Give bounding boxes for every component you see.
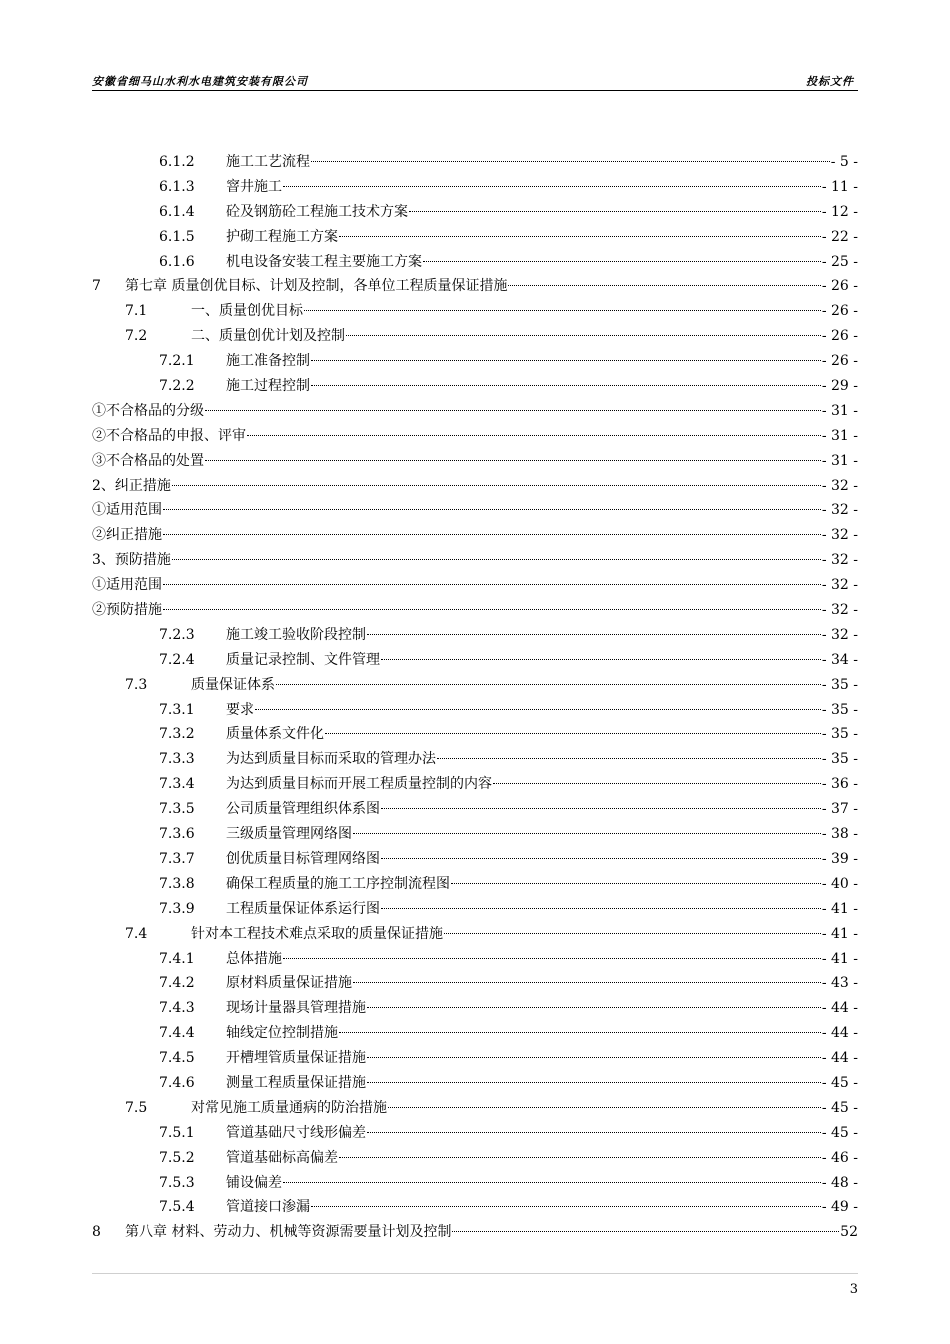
toc-dot-leader: [304, 310, 821, 311]
toc-entry[interactable]: [92, 449, 858, 474]
toc-entry-page: - 32 -: [821, 527, 858, 544]
toc-entry-title: 质量体系文件化: [226, 726, 324, 743]
toc-dot-leader: [311, 385, 821, 386]
toc-entry-title: 为达到质量目标而开展工程质量控制的内容: [226, 776, 492, 793]
toc-entry-page: - 44 -: [821, 1050, 858, 1067]
toc-entry-title: 施工竣工验收阶段控制: [226, 626, 366, 643]
toc-entry-number: 7.5: [125, 1099, 148, 1116]
toc-dot-leader: [444, 933, 821, 934]
toc-entry-title: 机电设备安装工程主要施工方案: [226, 253, 422, 270]
toc-dot-leader: [346, 335, 821, 336]
toc-entry-page: - 26 -: [821, 303, 858, 320]
toc-entry-page: - 35 -: [821, 726, 858, 743]
toc-dot-leader: [283, 1182, 821, 1183]
toc-entry-title: 确保工程质量的施工工序控制流程图: [226, 875, 450, 892]
toc-dot-leader: [381, 659, 821, 660]
toc-entry-number: 7.4.3: [159, 1000, 195, 1017]
toc-entry-title: 2、纠正措施: [92, 477, 171, 494]
toc-entry[interactable]: [92, 225, 858, 250]
toc-entry-number: 6.1.2: [159, 154, 195, 170]
toc-entry[interactable]: [92, 797, 858, 822]
toc-entry-number: 7.2.3: [159, 626, 195, 643]
toc-entry-number: 7.3.2: [159, 726, 195, 743]
toc-entry[interactable]: [92, 1195, 858, 1220]
toc-dot-leader: [437, 758, 821, 759]
toc-entry[interactable]: [92, 349, 858, 374]
toc-entry-number: 7.4.6: [159, 1074, 195, 1091]
toc-entry[interactable]: [92, 847, 858, 872]
toc-entry-title: ②纠正措施: [92, 527, 162, 544]
toc-dot-leader: [339, 1032, 821, 1033]
toc-entry-title: 二、质量创优计划及控制: [191, 328, 345, 345]
toc-entry[interactable]: [92, 1046, 858, 1071]
toc-entry-number: 7.1: [125, 303, 148, 320]
toc-entry-title: 为达到质量目标而采取的管理办法: [226, 751, 436, 768]
toc-entry-page: - 26 -: [821, 353, 858, 370]
toc-entry-number: 6.1.4: [159, 203, 195, 220]
toc-entry-number: 7.3.6: [159, 826, 195, 843]
toc-entry-number: 7.4.5: [159, 1050, 195, 1067]
footer-divider: [92, 1273, 858, 1274]
toc-entry-page: - 12 -: [821, 203, 858, 220]
toc-entry[interactable]: [92, 1071, 858, 1096]
toc-entry-title: 针对本工程技术难点采取的质量保证措施: [191, 925, 443, 942]
toc-entry-page: - 32 -: [821, 477, 858, 494]
toc-entry[interactable]: [92, 324, 858, 349]
toc-dot-leader: [255, 709, 821, 710]
toc-entry-title: 开槽埋管质量保证措施: [226, 1050, 366, 1067]
toc-entry[interactable]: [92, 971, 858, 996]
toc-entry-page: - 36 -: [821, 776, 858, 793]
toc-entry-title: 轴线定位控制措施: [226, 1025, 338, 1042]
toc-entry-number: 7.4.2: [159, 975, 195, 992]
toc-entry-number: 7.4.1: [159, 950, 195, 967]
page-header: [92, 72, 858, 91]
toc-dot-leader: [381, 858, 821, 859]
toc-entry[interactable]: [92, 872, 858, 897]
toc-entry[interactable]: [92, 922, 858, 947]
toc-entry-page: - 11 -: [821, 178, 858, 195]
toc-entry[interactable]: [92, 424, 858, 449]
toc-entry-number: 7.3.8: [159, 875, 195, 892]
toc-dot-leader: [451, 883, 821, 884]
toc-entry-title: ①适用范围: [92, 502, 162, 519]
toc-entry[interactable]: [92, 274, 858, 299]
toc-entry-page: - 41 -: [821, 900, 858, 917]
toc-dot-leader: [339, 1157, 821, 1158]
toc-dot-leader: [508, 285, 820, 286]
toc-dot-leader: [247, 435, 821, 436]
toc-entry-page: - 37 -: [821, 801, 858, 818]
toc-entry-number: 7.3: [125, 676, 148, 693]
toc-entry-number: 7.2: [125, 328, 148, 345]
toc-entry-title: 总体措施: [226, 950, 282, 967]
toc-entry-page: 52: [840, 1224, 858, 1241]
toc-entry-title: 砼及钢筋砼工程施工技术方案: [226, 203, 408, 220]
toc-dot-leader: [163, 584, 821, 585]
toc-dot-leader: [163, 509, 821, 510]
toc-entry-title: 施工准备控制: [226, 353, 310, 370]
toc-entry[interactable]: [92, 1171, 858, 1196]
toc-entry-number: 7.2.4: [159, 651, 195, 668]
toc-entry[interactable]: [92, 175, 858, 200]
toc-entry-page: - 35 -: [821, 701, 858, 718]
toc-entry-page: - 41 -: [821, 950, 858, 967]
toc-dot-leader: [205, 410, 821, 411]
toc-entry-page: - 49 -: [821, 1199, 858, 1216]
toc-dot-leader: [423, 261, 821, 262]
toc-entry-page: - 26 -: [821, 278, 858, 295]
toc-entry-number: 7.4: [125, 925, 148, 942]
toc-entry-title: 工程质量保证体系运行图: [226, 900, 380, 917]
toc-dot-leader: [163, 609, 821, 610]
toc-entry-page: - 41 -: [821, 925, 858, 942]
toc-entry-page: - 26 -: [821, 328, 858, 345]
toc-dot-leader: [163, 534, 821, 535]
company-name: 安徽省细马山水利水电建筑安装有限公司: [92, 75, 308, 88]
toc-entry[interactable]: [92, 474, 858, 499]
toc-entry-number: 6.1.5: [159, 228, 195, 245]
toc-entry-page: - 5 -: [830, 154, 858, 170]
toc-entry[interactable]: [92, 1121, 858, 1146]
toc-entry[interactable]: [92, 722, 858, 747]
toc-entry-title: 施工过程控制: [226, 378, 310, 395]
toc-entry[interactable]: [92, 897, 858, 922]
toc-entry-title: 窨井施工: [226, 178, 282, 195]
toc-dot-leader: [367, 1057, 821, 1058]
toc-entry[interactable]: [92, 673, 858, 698]
toc-entry-number: 7.3.3: [159, 751, 195, 768]
toc-entry-title: 创优质量目标管理网络图: [226, 850, 380, 867]
toc-entry[interactable]: [92, 822, 858, 847]
toc-entry-number: 7.5.3: [159, 1174, 195, 1191]
toc-entry-number: 7.5.4: [159, 1199, 195, 1216]
toc-entry-title: 管道接口渗漏: [226, 1199, 310, 1216]
toc-entry-title: 原材料质量保证措施: [226, 975, 352, 992]
toc-entry-page: - 35 -: [821, 751, 858, 768]
toc-entry[interactable]: [92, 374, 858, 399]
toc-entry-number: 7.2.2: [159, 378, 195, 395]
toc-entry[interactable]: [92, 1146, 858, 1171]
toc-entry-title: 质量保证体系: [191, 676, 275, 693]
toc-entry-number: 7.2.1: [159, 353, 195, 370]
toc-entry[interactable]: [92, 698, 858, 723]
toc-entry[interactable]: [92, 648, 858, 673]
toc-entry[interactable]: [92, 996, 858, 1021]
toc-entry-title: 护砌工程施工方案: [226, 228, 338, 245]
toc-dot-leader: [367, 1132, 821, 1133]
toc-entry-title: 铺设偏差: [226, 1174, 282, 1191]
toc-entry[interactable]: [92, 523, 858, 548]
toc-dot-leader: [493, 783, 821, 784]
toc-dot-leader: [367, 1007, 821, 1008]
toc-entry-number: 7.3.1: [159, 701, 195, 718]
toc-entry-page: - 32 -: [821, 626, 858, 643]
table-of-contents: [92, 150, 858, 1245]
toc-entry-title: 质量记录控制、文件管理: [226, 651, 380, 668]
toc-entry-number: 7.5.2: [159, 1149, 195, 1166]
toc-entry-number: 7.4.4: [159, 1025, 195, 1042]
toc-entry-page: - 31 -: [821, 452, 858, 469]
toc-dot-leader: [353, 833, 821, 834]
toc-entry-page: - 32 -: [821, 502, 858, 519]
toc-dot-leader: [276, 684, 821, 685]
toc-entry-page: - 35 -: [821, 676, 858, 693]
toc-entry[interactable]: [92, 1021, 858, 1046]
toc-entry-page: - 38 -: [821, 826, 858, 843]
toc-entry[interactable]: [92, 623, 858, 648]
toc-entry[interactable]: [92, 299, 858, 324]
toc-entry-title: 管道基础标高偏差: [226, 1149, 338, 1166]
toc-dot-leader: [353, 982, 821, 983]
toc-entry-page: - 43 -: [821, 975, 858, 992]
toc-entry-title: 第八章 材料、劳动力、机械等资源需要量计划及控制: [125, 1224, 452, 1241]
toc-entry[interactable]: [92, 200, 858, 225]
toc-entry-page: - 22 -: [821, 228, 858, 245]
toc-entry-title: 公司质量管理组织体系图: [226, 801, 380, 818]
toc-entry-title: 现场计量器具管理措施: [226, 1000, 366, 1017]
toc-entry-page: - 32 -: [821, 577, 858, 594]
toc-dot-leader: [339, 236, 821, 237]
toc-entry-page: - 48 -: [821, 1174, 858, 1191]
toc-entry-page: - 40 -: [821, 875, 858, 892]
toc-entry-page: - 45 -: [821, 1124, 858, 1141]
toc-entry-title: ②不合格品的申报、评审: [92, 427, 246, 444]
toc-entry[interactable]: [92, 150, 858, 175]
toc-entry[interactable]: [92, 399, 858, 424]
toc-entry-title: ③不合格品的处置: [92, 452, 204, 469]
toc-entry-page: - 39 -: [821, 850, 858, 867]
toc-entry-page: - 45 -: [821, 1099, 858, 1116]
toc-entry-page: - 44 -: [821, 1025, 858, 1042]
toc-dot-leader: [409, 211, 821, 212]
toc-entry-title: 要求: [226, 701, 254, 718]
toc-dot-leader: [367, 634, 821, 635]
toc-entry-number: 6.1.3: [159, 178, 195, 195]
toc-dot-leader: [311, 161, 830, 162]
toc-entry[interactable]: [92, 772, 858, 797]
toc-entry-number: 7.3.5: [159, 801, 195, 818]
toc-dot-leader: [311, 1206, 821, 1207]
toc-entry-title: 对常见施工质量通病的防治措施: [191, 1099, 387, 1116]
toc-entry-title: 一、质量创优目标: [191, 303, 303, 320]
toc-entry-page: - 25 -: [821, 253, 858, 270]
toc-entry-number: 7.3.4: [159, 776, 195, 793]
toc-dot-leader: [452, 1231, 839, 1232]
toc-entry-number: 8: [92, 1224, 101, 1241]
toc-dot-leader: [172, 485, 821, 486]
toc-entry-title: 施工工艺流程: [226, 154, 310, 170]
toc-dot-leader: [367, 1082, 821, 1083]
toc-entry[interactable]: [92, 1220, 858, 1245]
toc-entry[interactable]: [92, 498, 858, 523]
toc-entry[interactable]: [92, 573, 858, 598]
toc-entry-page: - 29 -: [821, 378, 858, 395]
toc-entry-number: 7.3.9: [159, 900, 195, 917]
toc-entry-page: - 31 -: [821, 402, 858, 419]
toc-entry-title: 第七章 质量创优目标、计划及控制，各单位工程质量保证措施: [125, 278, 508, 295]
toc-dot-leader: [172, 559, 821, 560]
toc-entry-page: - 32 -: [821, 552, 858, 569]
toc-dot-leader: [283, 186, 821, 187]
toc-dot-leader: [311, 360, 821, 361]
toc-entry-number: 7: [92, 278, 101, 295]
toc-entry-page: - 34 -: [821, 651, 858, 668]
toc-entry-page: - 32 -: [821, 602, 858, 619]
toc-dot-leader: [205, 460, 821, 461]
toc-entry[interactable]: [92, 250, 858, 275]
page-number: 3: [849, 1282, 858, 1297]
toc-entry-title: 测量工程质量保证措施: [226, 1074, 366, 1091]
toc-entry-title: 3、预防措施: [92, 552, 171, 569]
document-type: 投标文件: [806, 75, 854, 88]
toc-entry-title: 三级质量管理网络图: [226, 826, 352, 843]
toc-entry-page: - 44 -: [821, 1000, 858, 1017]
toc-dot-leader: [325, 733, 821, 734]
toc-dot-leader: [283, 958, 821, 959]
toc-dot-leader: [381, 808, 821, 809]
toc-entry-title: ②预防措施: [92, 602, 162, 619]
toc-entry[interactable]: [92, 548, 858, 573]
toc-entry-title: 管道基础尺寸线形偏差: [226, 1124, 366, 1141]
toc-dot-leader: [381, 908, 821, 909]
toc-entry-title: ①不合格品的分级: [92, 402, 204, 419]
toc-entry[interactable]: [92, 747, 858, 772]
toc-entry-number: 7.5.1: [159, 1124, 195, 1141]
toc-entry-number: 7.3.7: [159, 850, 195, 867]
toc-entry-page: - 45 -: [821, 1074, 858, 1091]
toc-entry[interactable]: [92, 598, 858, 623]
toc-entry-page: - 31 -: [821, 427, 858, 444]
toc-entry-page: - 46 -: [821, 1149, 858, 1166]
toc-entry-number: 6.1.6: [159, 253, 195, 270]
toc-entry[interactable]: [92, 1096, 858, 1121]
toc-dot-leader: [388, 1107, 821, 1108]
toc-entry-title: ①适用范围: [92, 577, 162, 594]
toc-entry[interactable]: [92, 947, 858, 972]
